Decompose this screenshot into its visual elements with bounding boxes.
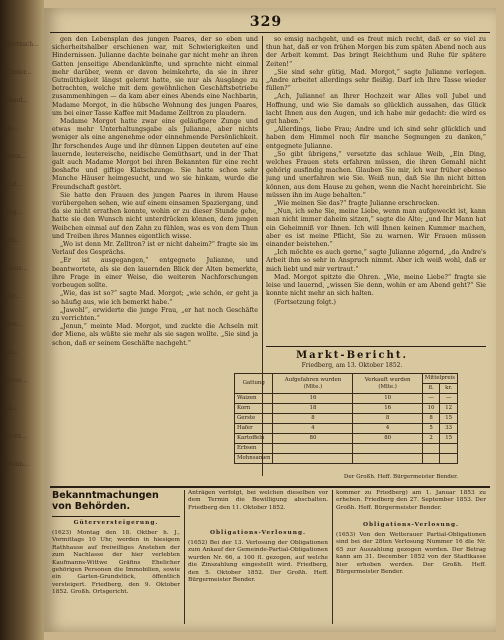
paragraph: „Wie, das ist so?“ sagte Mad. Morgot; „wie schön, er geht ja so häufig aus, wie ich bemerkt habe.“ bbox=[52, 290, 258, 306]
table-cell-kr: 12 bbox=[440, 404, 458, 414]
col2-heading: Obligations-Verlosung. bbox=[209, 530, 307, 536]
table-cell-kr: 15 bbox=[440, 414, 458, 424]
table-cell-a: 18 bbox=[273, 404, 353, 414]
table-cell-fl: 5 bbox=[422, 424, 440, 434]
prev-page-fragment: ...diese... bbox=[0, 377, 28, 384]
market-report-date: Friedberg, am 13. Oktober 1852. bbox=[301, 362, 403, 369]
prev-page-fragment: ...Tag... bbox=[0, 209, 23, 216]
col2-text: Anträgen verfolgt, bei welchen dieselben vor dem Termin die Bewilligung abschalten. Friedberg den 11. Oktober 1852. bbox=[188, 490, 328, 511]
paragraph: „Nun, ich sehe Sie, meine Liebe, wenn man aufgeweckt ist, kann man nicht immer daheim sitzen,“ sagte die Alte; „und Ihr Mann hat ein Geheimniß vor Ihnen. Ich will Ihnen keinen Kummer machen, aber es ist meine Pflicht, Sie zu warnen. Wir Frauen müssen einander beistehen.“ bbox=[266, 208, 486, 249]
announcements-title: Bekanntmachungen von Behörden. bbox=[52, 490, 159, 512]
paragraph: „So gibt übrigens,“ versetzte das schlaue Weib, „Ein Ding, welches Frauen stets erfahren müssen, die ihren Gemahl nicht gehörig ausfindig machen. Glauben Sie mir, ich war früher ebenso jung und unerfahren wie Sie. Weiß nun, daß Sie ihn nicht bitten können, aus dem Hause zu gehen, wenn die Nacht hereinbricht. Sie müssen ihn im Auge behalten.“ bbox=[266, 150, 486, 199]
ann-divider-1 bbox=[184, 490, 185, 624]
table-cell-name: Erbsen bbox=[235, 444, 273, 454]
header-rule bbox=[50, 32, 490, 33]
header-mittelpreis: Mittelpreis bbox=[422, 374, 457, 384]
col2-body: (1652) Bei der 13. Verlosung der Obligationen zum Ankauf der Gemeinde-Partial-Obligationen wurden Nr. 66, a 100 fl. gezogen, auf welche die Zinszahlung eingestellt wird. Friedberg, den 5. Oktober 1852. Der Großh. Heff. Bürgermeister Bender. bbox=[188, 540, 328, 584]
prev-page-fragment: ...den... bbox=[0, 321, 23, 328]
table-cell-fl bbox=[422, 454, 440, 464]
col1-text: (1623) Montag den 18. Oktber h. J., Vormittags 10 Uhr, werden in hiesigem Rathhause auf freiwilliges Anstehen der zum Nachlasse der hier verlebten Kaufmanns-Wittwe Gräfins Ehelicher gehörigen Personen die Immobilien, sowie ein Garten-Grundstück, öffentlich versteigert. Friedberg, den 9. Oktober 1852. Großh. Ortsgericht. bbox=[52, 530, 180, 596]
paragraph: so emsig nachgeht, und es freut mich recht, daß er so viel zu thun hat, daß er von frühen Morgen bis zum späten Abend noch aus der Arbeit kommt. Das bringt Reichthum und Ruhe für spätere Zeiten!“ bbox=[266, 36, 486, 68]
table-cell-b bbox=[353, 454, 422, 464]
market-signature: Der Großh. Heff. Bürgermeister Bender. bbox=[343, 474, 458, 480]
prev-page-fragment: ...Wirthsch... bbox=[0, 41, 39, 48]
table-cell-name: Mohnsamen bbox=[235, 454, 273, 464]
paragraph: (Fortsetzung folgt.) bbox=[274, 298, 336, 306]
paragraph: „Er ist ausgegangen,“ entgegnete Julianne, und beantwortete, als sie den lauernden Blick der Alten bemerkte, ihre Frage in einer Weise, die weiteren Nachforschungen vorbeugen sollte. bbox=[52, 257, 258, 290]
header-verkauft: Verkauft wurden (Mlte.) bbox=[353, 374, 422, 394]
table-cell-a bbox=[273, 444, 353, 454]
prev-page-fragment: ...sa... bbox=[0, 405, 19, 412]
paragraph: „Jenun,“ meinte Mad. Morgot, und zuckte die Achseln mit der Miene, als wüßte sie mehr als sie sagen wollte. „Sie sind ja schon, daß er seinem Geschäfte nachgeht.“ bbox=[52, 323, 258, 347]
prev-page-fragment: ...Ver... bbox=[0, 293, 21, 300]
table-cell-fl: 2 bbox=[422, 434, 440, 444]
newspaper-sheet bbox=[44, 8, 496, 632]
table-cell-a bbox=[273, 454, 353, 464]
paragraph: gen den Lebensplan des jungen Paares, der so eben und sicherheitshalber erschienen war, mit Schwierigkeiten und Hindernissen. Julianne dachte beinahe gar nicht mehr an ihren Gatten jenseitige Abendankünfte, und sprachte nicht einmal mehr darüber, wenn er davon heimkehrte, da sie in ihrer Gutmüthigkeit längst gelernt hatte, sie nur als Ausgänge zu betrachten, welche mit dem gewöhnlichen Geschäftsbetriebe zusammenhingen — da kam aber eines Abends eine Nachbarin, Madame Morgot, in die hübsche Wohnung des jungen Paares, um bei einer Tasse Kaffee mit Madame Zelltron zu plaudern. bbox=[52, 36, 258, 117]
table-cell-kr: — bbox=[440, 394, 458, 404]
table-row bbox=[235, 434, 458, 444]
paragraph: „Ich möchte es auch gerne,“ sagte Julianne zögernd, „da Andre's Arbeit ihm so sehr in Anspruch nimmt. Aber ich weiß wohl, daß er mich liebt und mir vertraut.“ bbox=[266, 249, 486, 273]
table-row bbox=[235, 424, 458, 434]
market-rule-top bbox=[266, 346, 486, 347]
prev-page-fragment: ...nicht... bbox=[0, 433, 27, 440]
table-row bbox=[235, 444, 458, 454]
table-cell-a: 16 bbox=[273, 394, 353, 404]
col1-heading: Güterversteigerung. bbox=[73, 520, 159, 526]
table-cell-b: 80 bbox=[353, 434, 422, 444]
ann-divider-2 bbox=[332, 490, 333, 624]
table-row bbox=[235, 414, 458, 424]
prev-page-fragment: ...Mann... bbox=[0, 461, 29, 468]
paragraph: „Sie sind sehr gütig, Mad. Morgot,“ sagte Julianne verlegen. „Andre arbeitet allerdings sehr fleißig. Darf ich Ihre Tasse wieder füllen?“ bbox=[266, 68, 486, 93]
paragraph: „Wo ist denn Mr. Zelltron? ist er nicht daheim?“ fragte sie im Verlauf des Gesprächs. bbox=[52, 241, 258, 257]
table-cell-kr: 33 bbox=[440, 424, 458, 434]
paragraph: „Jawohl“, erwiderte die junge Frau, „er hat noch Geschäfte zu verrichten.“ bbox=[52, 306, 258, 322]
header-fl: fl. bbox=[422, 384, 440, 394]
table-cell-fl bbox=[422, 444, 440, 454]
header-gattung: Gattung bbox=[235, 374, 273, 394]
col3-heading: Obligations-Verlosung. bbox=[362, 522, 460, 528]
table-cell-a: 80 bbox=[273, 434, 353, 444]
prev-page-fragment: ...Hand... bbox=[0, 97, 28, 104]
paragraph: Sie hatte den Frauen des jungen Paares in ihrem Hause vorübergehen sehen, wie auf einem einsamen Spaziergang, und da sie nicht errathen konnte, wohin er zu dieser Stunde gehe, hatte sie den Wunsch nicht unterdrücken können, dem jungen Weibchen einmal auf den Zahn zu fühlen, was es von dem Thun und Treiben ihres Mannes eigentlich wisse. bbox=[52, 191, 258, 240]
table-cell-name: Gerste bbox=[235, 414, 273, 424]
prev-page-fragment: ...Haus... bbox=[0, 265, 28, 272]
prev-page-fragment: ...Kinder... bbox=[0, 69, 32, 76]
col3-text: kommer zu Friedberg) am 1. Januar 1853 zu erheben. Friedberg den 27. September 1853. Der Großh. Heff. Bürgermeister Bender. bbox=[336, 490, 486, 511]
table-cell-name: Kartoffeln bbox=[235, 434, 273, 444]
table-cell-a: 8 bbox=[273, 414, 353, 424]
prev-page-fragment: ...ein... bbox=[0, 237, 21, 244]
prev-page-fragment: ...dann... bbox=[0, 153, 27, 160]
prev-page-fragment: ...Gul... bbox=[0, 181, 23, 188]
announcements-title-rule bbox=[52, 516, 180, 517]
prev-page-fragment: ...ba... bbox=[0, 349, 19, 356]
table-row bbox=[235, 454, 458, 464]
table-cell-fl: — bbox=[422, 394, 440, 404]
col3-body: (1653) Von den Wetterauer Partial-Obligationen sind bei der 28ten Verlosung Nummer 16 die Nr. 65 zur Auszahlung gezogen worden. Der Betrag kann am 31. December 1852 von der Stadtkasse hier erhoben werden. Der Großh. Heff. Bürgermeister Bender. bbox=[336, 532, 486, 576]
paragraph: „Ach, Julianne! an Ihrer Hochzeit war Alles voll Jubel und Hoffnung, und wie Sie damals so glücklich aussahen, das Glück lacht Ihnen aus den Augen, und ich habe mir gedacht: die wird es gut haben.“ bbox=[266, 93, 486, 126]
table-row bbox=[235, 394, 458, 404]
market-report-title: Markt-Bericht. bbox=[296, 350, 408, 361]
paragraph: Mad. Morgot spitzte die Ohren. „Wie, meine Liebe?“ fragte sie leise und lauernd, „wissen Sie denn, wohin er am Abend geht?“ Sie konnte nicht mehr an sich halten. bbox=[266, 273, 486, 298]
section-rule bbox=[50, 486, 490, 488]
table-cell-fl: 8 bbox=[422, 414, 440, 424]
right-text-column bbox=[266, 36, 486, 346]
page-number: 329 bbox=[249, 14, 283, 30]
table-cell-name: Hafer bbox=[235, 424, 273, 434]
table-cell-b: 4 bbox=[353, 424, 422, 434]
table-cell-b: 8 bbox=[353, 414, 422, 424]
table-cell-kr: 15 bbox=[440, 434, 458, 444]
table-cell-a: 4 bbox=[273, 424, 353, 434]
header-kr: kr. bbox=[440, 384, 458, 394]
table-cell-name: Waizen bbox=[235, 394, 273, 404]
table-row bbox=[235, 404, 458, 414]
paragraph: Madame Morgot hatte zwar eine geläufigere Zunge und etwas mehr Unterhaltungsgabe als Julianne, aber nichts weniger als eine angenehme oder einnehmende Persönlichkeit. Ihr forschendes Auge und ihr dünnen Lippen deuteten auf eine lauernde, leutereische, neidische Gemüthsart, und in der That galt auch Madame Morgot bei ihren Bekannten für eine recht boshafte und giftige Klatschzunge. Sie hatte schon sehr Manche Häuser heimgesucht, und wo sie hinkam, wurde die Freundschaft gestört. bbox=[52, 118, 258, 191]
table-cell-b bbox=[353, 444, 422, 454]
paragraph: „Wie meinen Sie das?“ fragte Julianne erschrocken. bbox=[274, 200, 440, 208]
header-aufgefahren: Aufgefahren wurden (Mlte.) bbox=[273, 374, 353, 394]
table-cell-name: Korn bbox=[235, 404, 273, 414]
prev-page-fragment: ...ge... bbox=[0, 125, 19, 132]
market-price-table bbox=[234, 373, 458, 464]
table-cell-b: 16 bbox=[353, 404, 422, 414]
table-cell-kr bbox=[440, 444, 458, 454]
table-cell-b: 10 bbox=[353, 394, 422, 404]
previous-page-edge bbox=[0, 40, 40, 600]
table-cell-kr bbox=[440, 454, 458, 464]
table-cell-fl: 10 bbox=[422, 404, 440, 414]
paragraph: „Allerdings, liebe Frau; Andre und ich sind sehr glücklich und haben dem Himmel noch für manche Segnungen zu danken,“ entgegnete Julianne. bbox=[266, 126, 486, 150]
left-text-column bbox=[52, 36, 258, 478]
